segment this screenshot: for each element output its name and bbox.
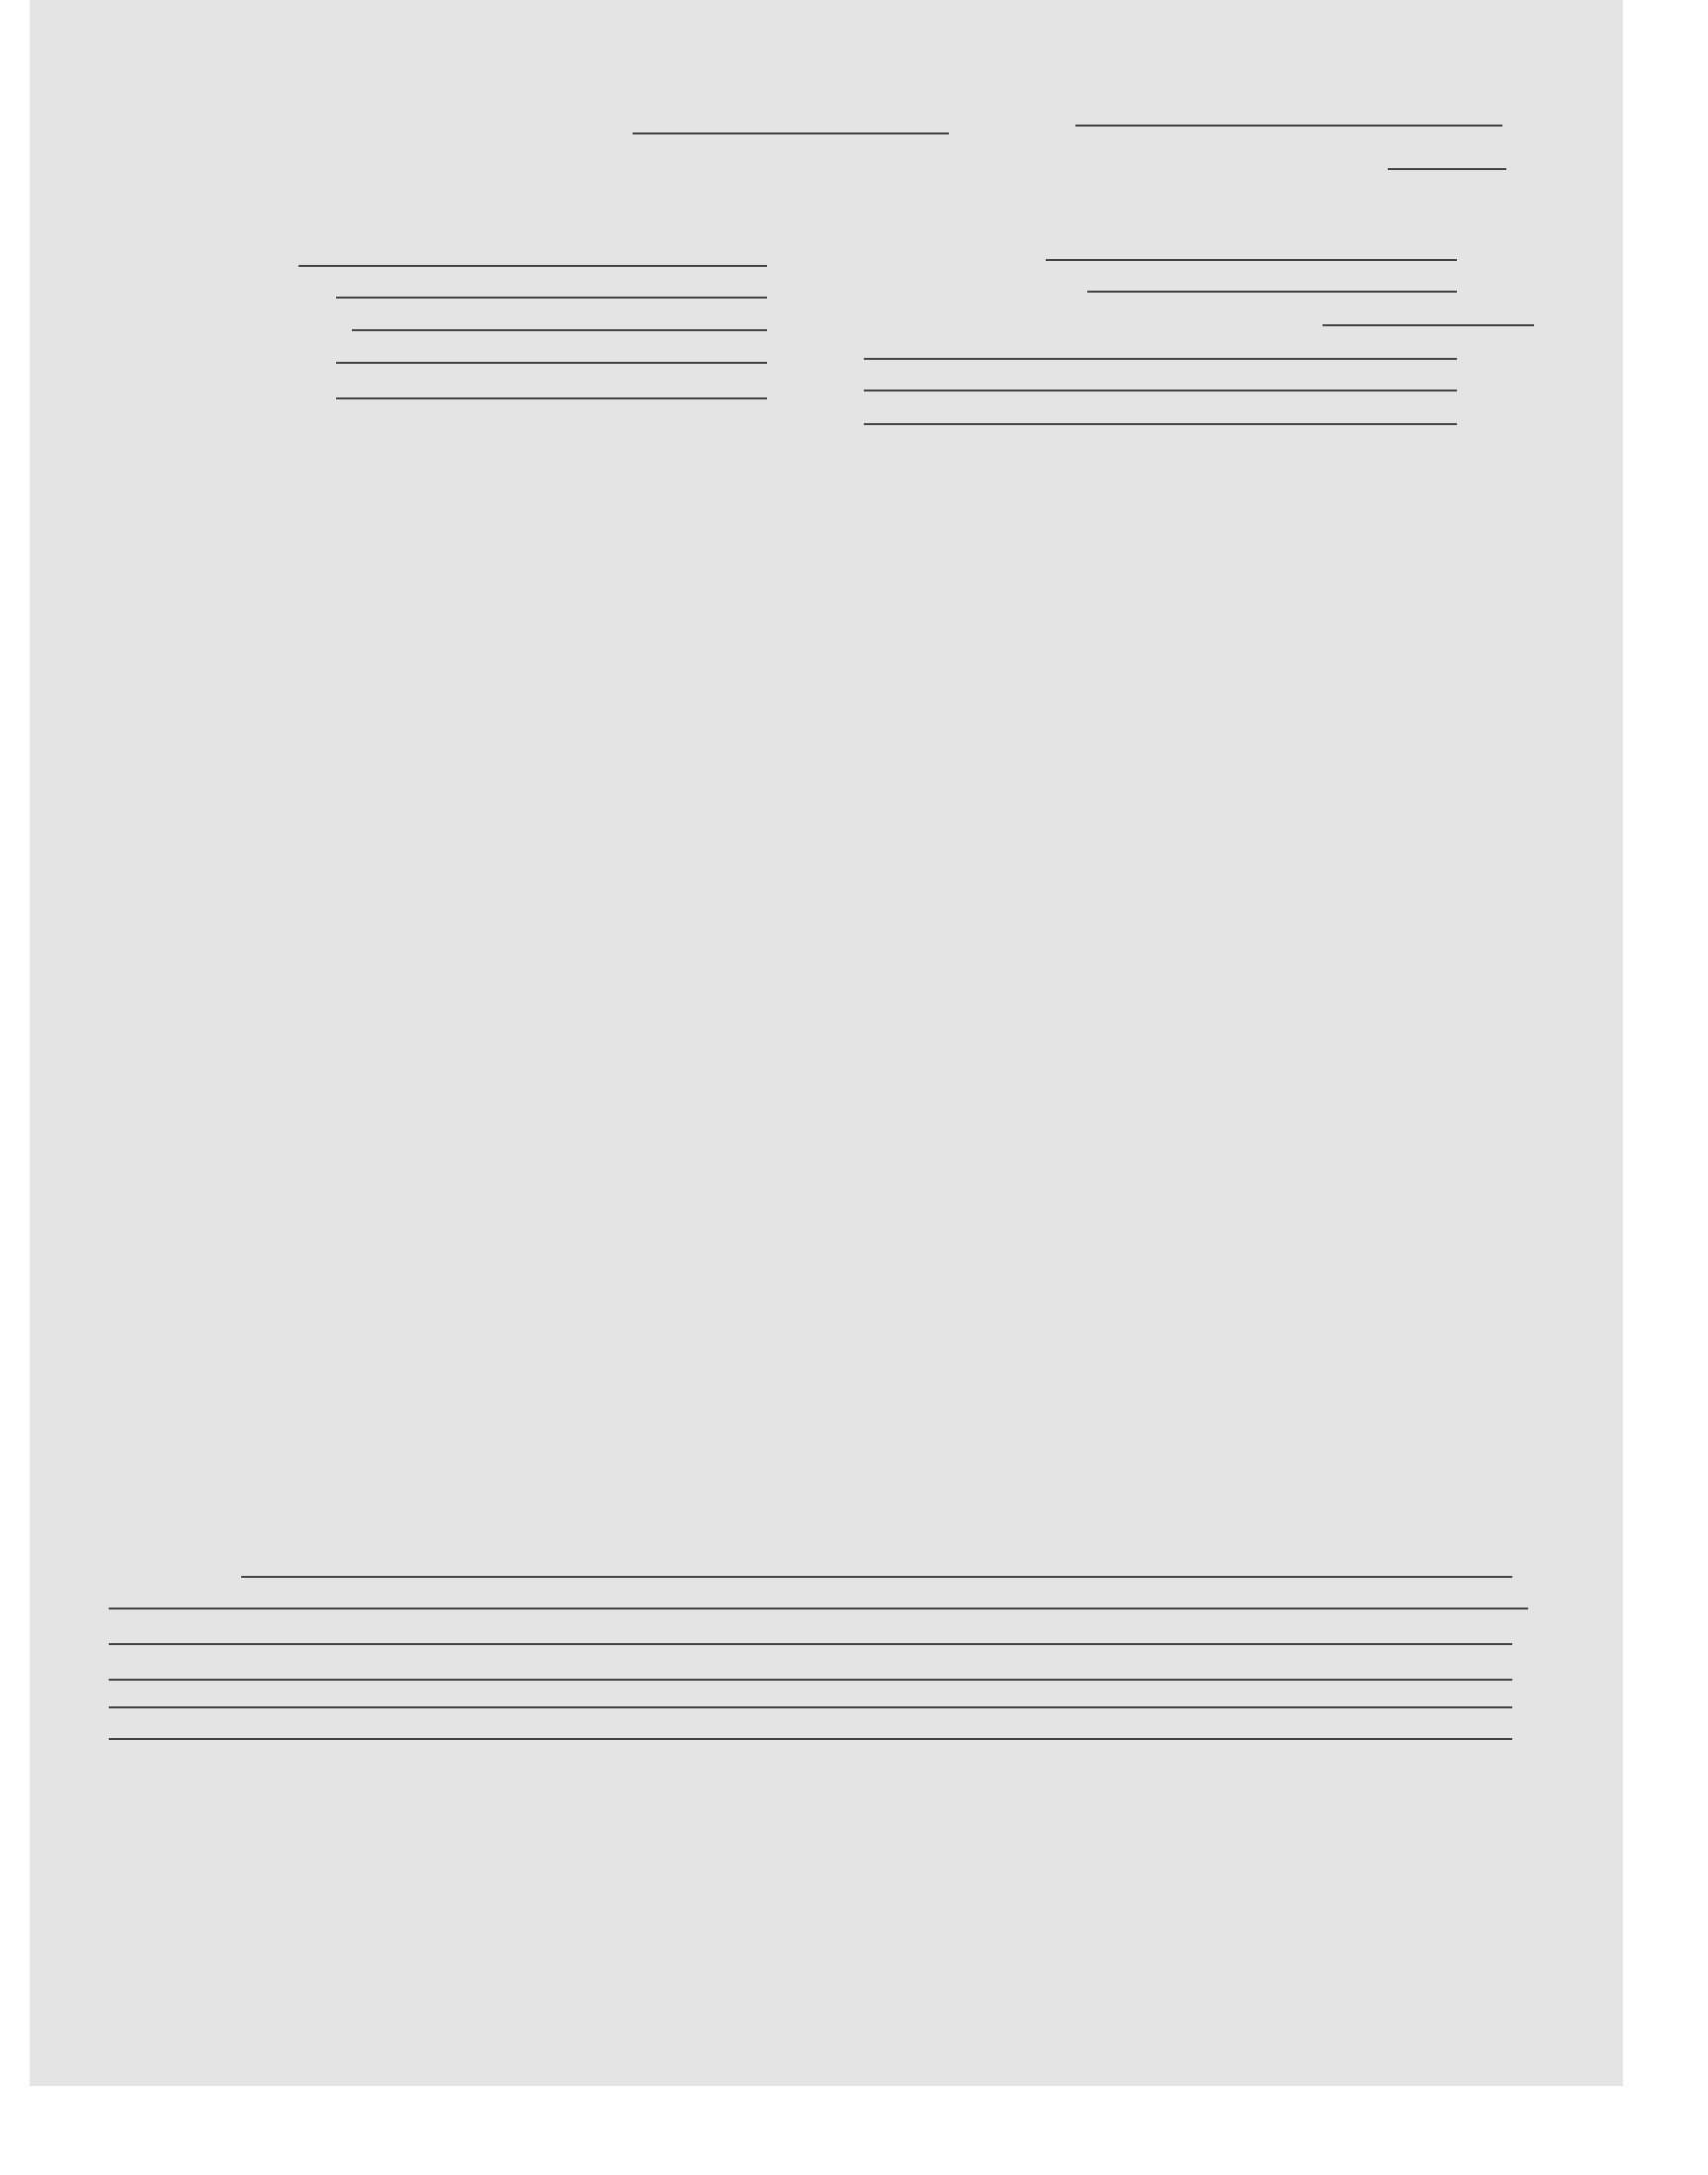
remarks-line-0 <box>241 1576 1512 1578</box>
remarks-line-1 <box>109 1608 1528 1610</box>
remarks-line-2 <box>109 1643 1512 1645</box>
remarks-line-5 <box>109 1738 1512 1740</box>
remarks-line-3 <box>109 1679 1512 1681</box>
remarks-line-4 <box>109 1706 1512 1708</box>
